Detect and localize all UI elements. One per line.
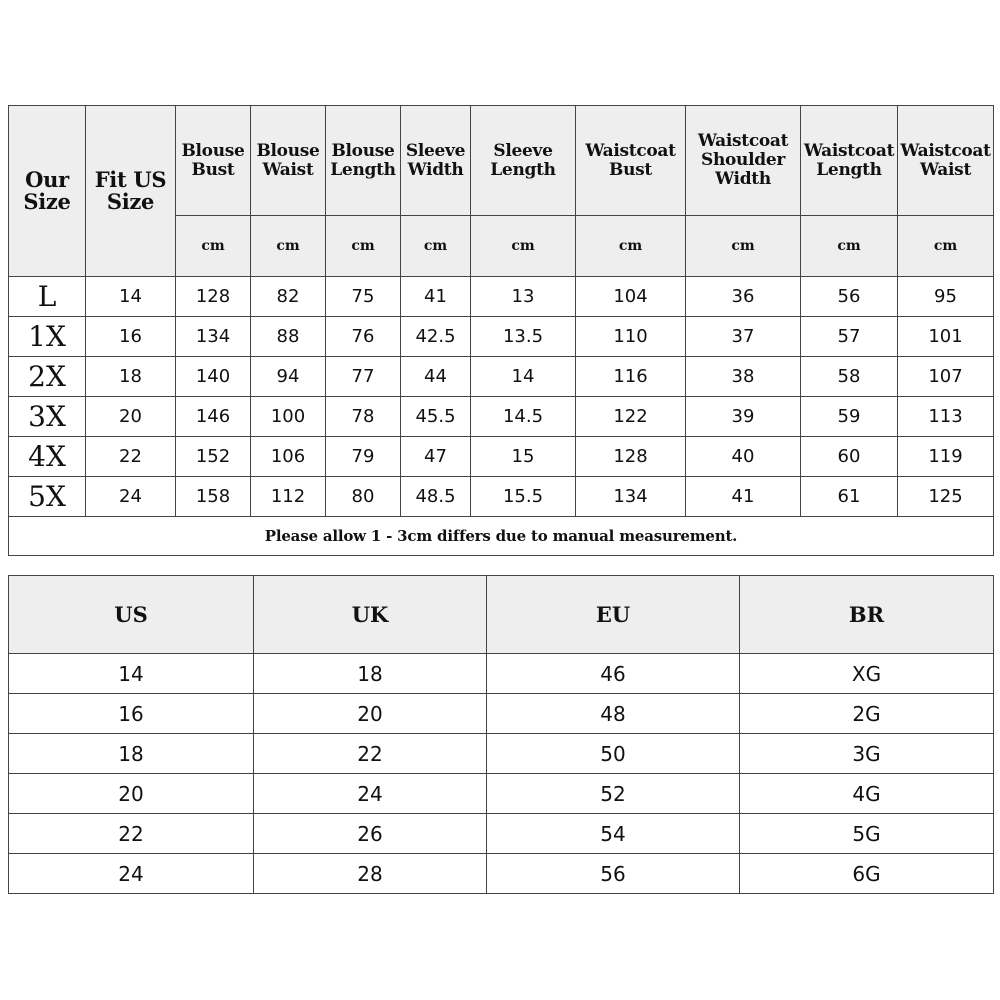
measure-header: Blouse Waist — [251, 106, 326, 216]
br-size-cell: 2G — [740, 694, 994, 734]
measurement-cell: 41 — [686, 477, 801, 517]
fit-us-size-cell: 16 — [86, 317, 176, 357]
uk-size-cell: 26 — [254, 814, 487, 854]
measurement-cell: 88 — [251, 317, 326, 357]
br-size-cell: 3G — [740, 734, 994, 774]
conversion-table-body — [9, 654, 994, 894]
measurement-cell: 37 — [686, 317, 801, 357]
measurement-cell: 134 — [176, 317, 251, 357]
measure-header: Waistcoat Shoulder Width — [686, 106, 801, 216]
unit-label: cm — [576, 216, 686, 277]
table-row — [9, 397, 994, 437]
br-size-cell: 4G — [740, 774, 994, 814]
measure-header: Blouse Bust — [176, 106, 251, 216]
measurement-cell: 113 — [898, 397, 994, 437]
measurement-cell: 140 — [176, 357, 251, 397]
measurement-cell: 59 — [801, 397, 898, 437]
table-row — [9, 317, 994, 357]
unit-label: cm — [176, 216, 251, 277]
br-size-cell: 6G — [740, 854, 994, 894]
size-label-cell: L — [9, 277, 86, 317]
uk-size-cell: 28 — [254, 854, 487, 894]
us-header: US — [9, 576, 254, 654]
note-row — [9, 517, 994, 556]
measurement-cell: 95 — [898, 277, 994, 317]
us-size-cell: 20 — [9, 774, 254, 814]
table-row — [9, 654, 994, 694]
measure-header: Waistcoat Length — [801, 106, 898, 216]
measurement-cell: 107 — [898, 357, 994, 397]
eu-size-cell: 48 — [487, 694, 740, 734]
eu-size-cell: 52 — [487, 774, 740, 814]
measurement-cell: 100 — [251, 397, 326, 437]
measurement-cell: 44 — [401, 357, 471, 397]
measure-header: Sleeve Width — [401, 106, 471, 216]
measurement-cell: 60 — [801, 437, 898, 477]
table-row — [9, 774, 994, 814]
measurement-cell: 122 — [576, 397, 686, 437]
measurement-cell: 146 — [176, 397, 251, 437]
measurement-cell: 106 — [251, 437, 326, 477]
us-size-cell: 18 — [9, 734, 254, 774]
measurement-cell: 56 — [801, 277, 898, 317]
table-row — [9, 277, 994, 317]
fit-us-size-cell: 20 — [86, 397, 176, 437]
measurement-cell: 15 — [471, 437, 576, 477]
measurement-cell: 94 — [251, 357, 326, 397]
measurement-cell: 104 — [576, 277, 686, 317]
measurement-cell: 47 — [401, 437, 471, 477]
unit-label: cm — [401, 216, 471, 277]
fit-us-size-cell: 22 — [86, 437, 176, 477]
size-header-row — [9, 106, 994, 216]
unit-label: cm — [801, 216, 898, 277]
table-row — [9, 437, 994, 477]
measurement-cell: 119 — [898, 437, 994, 477]
measure-header: Sleeve Length — [471, 106, 576, 216]
uk-size-cell: 18 — [254, 654, 487, 694]
measurement-cell: 152 — [176, 437, 251, 477]
measurement-cell: 128 — [176, 277, 251, 317]
measurement-cell: 116 — [576, 357, 686, 397]
measurement-cell: 41 — [401, 277, 471, 317]
unit-label: cm — [251, 216, 326, 277]
size-label-cell: 5X — [9, 477, 86, 517]
uk-size-cell: 24 — [254, 774, 487, 814]
us-size-cell: 22 — [9, 814, 254, 854]
measurement-cell: 39 — [686, 397, 801, 437]
br-header: BR — [740, 576, 994, 654]
measure-header: Waistcoat Bust — [576, 106, 686, 216]
measurement-cell: 80 — [326, 477, 401, 517]
measurement-cell: 42.5 — [401, 317, 471, 357]
measurement-cell: 38 — [686, 357, 801, 397]
table-row — [9, 814, 994, 854]
measurement-cell: 76 — [326, 317, 401, 357]
measurement-cell: 75 — [326, 277, 401, 317]
unit-label: cm — [898, 216, 994, 277]
unit-label: cm — [471, 216, 576, 277]
eu-header: EU — [487, 576, 740, 654]
measurement-cell: 134 — [576, 477, 686, 517]
our-size-header: Our Size — [9, 106, 86, 277]
measure-header: Blouse Length — [326, 106, 401, 216]
measurement-cell: 112 — [251, 477, 326, 517]
measurement-cell: 15.5 — [471, 477, 576, 517]
table-row — [9, 357, 994, 397]
measurement-cell: 40 — [686, 437, 801, 477]
size-conversion-table — [8, 575, 994, 894]
unit-label: cm — [686, 216, 801, 277]
table-row — [9, 694, 994, 734]
eu-size-cell: 56 — [487, 854, 740, 894]
uk-header: UK — [254, 576, 487, 654]
measurement-cell: 45.5 — [401, 397, 471, 437]
measurement-cell: 57 — [801, 317, 898, 357]
measurement-cell: 77 — [326, 357, 401, 397]
measurement-cell: 101 — [898, 317, 994, 357]
measurement-cell: 61 — [801, 477, 898, 517]
measurement-cell: 128 — [576, 437, 686, 477]
table-row — [9, 477, 994, 517]
fit-us-size-cell: 18 — [86, 357, 176, 397]
measurement-cell: 13.5 — [471, 317, 576, 357]
size-table-body — [9, 277, 994, 517]
measurement-cell: 58 — [801, 357, 898, 397]
size-label-cell: 3X — [9, 397, 86, 437]
br-size-cell: XG — [740, 654, 994, 694]
measurement-cell: 36 — [686, 277, 801, 317]
measurement-cell: 14.5 — [471, 397, 576, 437]
fit-us-size-header: Fit US Size — [86, 106, 176, 277]
eu-size-cell: 54 — [487, 814, 740, 854]
measurement-note: Please allow 1 - 3cm differs due to manual measurement. — [9, 517, 994, 556]
measurement-cell: 79 — [326, 437, 401, 477]
measurement-cell: 14 — [471, 357, 576, 397]
table-row — [9, 854, 994, 894]
fit-us-size-cell: 14 — [86, 277, 176, 317]
us-size-cell: 24 — [9, 854, 254, 894]
uk-size-cell: 20 — [254, 694, 487, 734]
size-label-cell: 2X — [9, 357, 86, 397]
measurement-cell: 125 — [898, 477, 994, 517]
measure-header: Waistcoat Waist — [898, 106, 994, 216]
measurement-cell: 78 — [326, 397, 401, 437]
measurement-cell: 48.5 — [401, 477, 471, 517]
measurement-cell: 82 — [251, 277, 326, 317]
br-size-cell: 5G — [740, 814, 994, 854]
unit-label: cm — [326, 216, 401, 277]
fit-us-size-cell: 24 — [86, 477, 176, 517]
uk-size-cell: 22 — [254, 734, 487, 774]
size-chart-table — [8, 105, 994, 556]
us-size-cell: 14 — [9, 654, 254, 694]
conversion-header-row — [9, 576, 994, 654]
size-label-cell: 1X — [9, 317, 86, 357]
eu-size-cell: 50 — [487, 734, 740, 774]
size-label-cell: 4X — [9, 437, 86, 477]
measurement-cell: 158 — [176, 477, 251, 517]
us-size-cell: 16 — [9, 694, 254, 734]
measurement-cell: 13 — [471, 277, 576, 317]
measurement-cell: 110 — [576, 317, 686, 357]
table-row — [9, 734, 994, 774]
eu-size-cell: 46 — [487, 654, 740, 694]
